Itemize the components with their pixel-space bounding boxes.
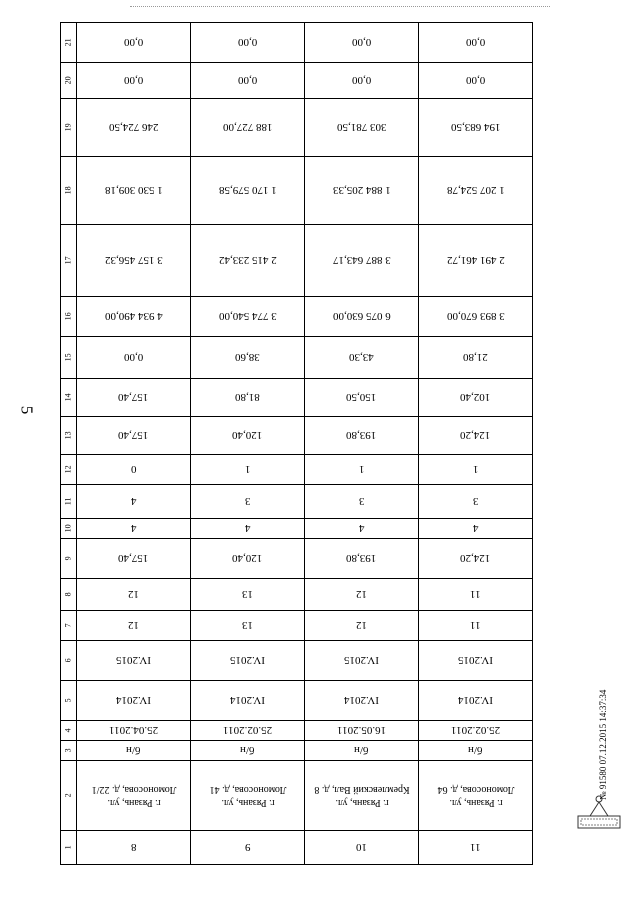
table-cell <box>77 417 191 455</box>
column-number <box>61 379 77 417</box>
register-table <box>60 22 533 865</box>
cell-value: 157,40 <box>118 391 149 404</box>
column-number <box>61 417 77 455</box>
cell-value: 13 <box>242 619 253 632</box>
column-number <box>61 611 77 641</box>
scan-artifact-line <box>130 6 550 13</box>
column-number <box>61 641 77 681</box>
cell-value: 0,00 <box>351 74 372 87</box>
cell-value: 1 170 579,58 <box>218 184 277 197</box>
column-number <box>61 539 77 579</box>
cell-value: 150,50 <box>346 391 377 404</box>
table-row <box>61 831 533 865</box>
cell-value: 16.05.2011 <box>336 724 387 737</box>
table-cell <box>191 63 305 99</box>
cell-value: 11 <box>470 619 481 632</box>
table-cell <box>305 297 419 337</box>
column-number <box>61 741 77 761</box>
table-cell <box>305 721 419 741</box>
cell-value: 12 <box>128 588 139 601</box>
cell-value: 2 491 461,72 <box>446 254 505 267</box>
column-number-label: 21 <box>63 38 73 47</box>
table-cell <box>305 681 419 721</box>
cell-value: IV.2015 <box>116 654 151 667</box>
cell-value: 11 <box>470 588 481 601</box>
cell-value: 12 <box>128 619 139 632</box>
column-number-label: 1 <box>63 845 73 850</box>
table-cell <box>77 99 191 157</box>
column-number-label: 9 <box>63 556 73 561</box>
cell-value: 3 774 540,00 <box>218 310 277 323</box>
table-cell <box>305 63 419 99</box>
cell-value: 4 934 490,00 <box>104 310 163 323</box>
table-cell <box>77 519 191 539</box>
table-cell <box>305 579 419 611</box>
table-row <box>61 455 533 485</box>
column-number-label: 20 <box>63 76 73 85</box>
table-cell <box>77 681 191 721</box>
column-number-label: 7 <box>63 623 73 628</box>
column-number <box>61 157 77 225</box>
table-cell <box>305 519 419 539</box>
column-number-label: 8 <box>63 592 73 597</box>
column-number <box>61 99 77 157</box>
table-cell <box>77 721 191 741</box>
cell-value: 3 <box>472 495 479 508</box>
column-number <box>61 519 77 539</box>
cell-value: 9 <box>244 841 251 854</box>
column-number-label: 2 <box>63 793 73 798</box>
cell-value: IV.2014 <box>344 694 379 707</box>
column-number-label: 16 <box>63 312 73 321</box>
page-number: 5 <box>17 405 37 415</box>
table-cell <box>419 641 533 681</box>
column-number-label: 3 <box>63 748 73 753</box>
table-cell <box>305 99 419 157</box>
table-cell <box>305 417 419 455</box>
table-cell <box>77 579 191 611</box>
cell-value: 157,40 <box>118 552 149 565</box>
cell-value: 25.02.2011 <box>450 724 501 737</box>
column-number <box>61 337 77 379</box>
cell-value: 38,60 <box>235 351 260 364</box>
cell-value: 11 <box>470 841 481 854</box>
table-cell <box>305 379 419 417</box>
table-cell <box>419 455 533 485</box>
table-row <box>61 23 533 63</box>
table-cell <box>77 23 191 63</box>
cell-value: 25.04.2011 <box>108 724 159 737</box>
table-cell <box>77 157 191 225</box>
cell-value: IV.2015 <box>458 654 493 667</box>
table-cell <box>305 761 419 831</box>
table-row <box>61 63 533 99</box>
cell-value: 4 <box>358 522 365 535</box>
table-cell <box>305 455 419 485</box>
table-cell <box>191 539 305 579</box>
table-cell <box>191 225 305 297</box>
cell-value: 0,00 <box>465 36 486 49</box>
column-number-label: 12 <box>63 465 73 474</box>
address-text: г. Рязань, ул. Ломоносова, д. 64 <box>437 784 514 808</box>
cell-value: 8 <box>130 841 137 854</box>
column-number-label: 11 <box>63 497 73 506</box>
column-number-label: 10 <box>63 524 73 533</box>
cell-value: 81,80 <box>235 391 260 404</box>
table-row <box>61 379 533 417</box>
cell-value: 0,00 <box>123 74 144 87</box>
table-cell <box>305 225 419 297</box>
table-cell <box>419 761 533 831</box>
cell-value: 2 415 233,42 <box>218 254 277 267</box>
table-cell <box>305 611 419 641</box>
table-cell <box>191 337 305 379</box>
cell-value: 4 <box>130 495 137 508</box>
table-cell <box>419 157 533 225</box>
table-cell <box>419 519 533 539</box>
cell-value: 1 <box>244 463 251 476</box>
table-cell <box>419 379 533 417</box>
table-cell <box>77 539 191 579</box>
column-number-label: 17 <box>63 256 73 265</box>
column-number <box>61 297 77 337</box>
column-number <box>61 579 77 611</box>
table-cell <box>305 831 419 865</box>
cell-value: 0,00 <box>465 74 486 87</box>
table-cell <box>419 23 533 63</box>
cell-value: 1 <box>358 463 365 476</box>
table-row <box>61 741 533 761</box>
column-number-label: 18 <box>63 186 73 195</box>
table-row <box>61 337 533 379</box>
cell-value: 10 <box>356 841 367 854</box>
table-cell <box>191 417 305 455</box>
cell-value: 120,40 <box>232 429 263 442</box>
cell-value: 13 <box>242 588 253 601</box>
table-cell <box>77 611 191 641</box>
cell-value: 3 <box>244 495 251 508</box>
address-text: г. Рязань, ул. Кремлевский Вал, д. 8 <box>313 784 410 808</box>
table-cell <box>191 741 305 761</box>
table-cell <box>191 831 305 865</box>
table-cell <box>419 225 533 297</box>
table-cell <box>305 337 419 379</box>
column-number <box>61 485 77 519</box>
table-cell <box>419 681 533 721</box>
table-cell <box>419 297 533 337</box>
column-number <box>61 225 77 297</box>
column-number-label: 19 <box>63 123 73 132</box>
table-cell <box>191 721 305 741</box>
table-row <box>61 539 533 579</box>
table-cell <box>191 379 305 417</box>
table-cell <box>305 741 419 761</box>
cell-value: 1 207 524,78 <box>446 184 505 197</box>
column-number <box>61 23 77 63</box>
cell-value: 4 <box>472 522 479 535</box>
cell-value: 124,20 <box>460 552 491 565</box>
table-cell <box>305 157 419 225</box>
cell-value: 3 887 643,17 <box>332 254 391 267</box>
cell-value: IV.2014 <box>230 694 265 707</box>
column-number-label: 15 <box>63 353 73 362</box>
cell-value: 4 <box>130 522 137 535</box>
cell-value: 0,00 <box>123 36 144 49</box>
table-row <box>61 225 533 297</box>
table-cell <box>191 99 305 157</box>
table-row <box>61 99 533 157</box>
cell-value: б/н <box>354 744 369 757</box>
table-row <box>61 681 533 721</box>
table-cell <box>419 99 533 157</box>
cell-value: 0,00 <box>237 36 258 49</box>
cell-value: IV.2014 <box>458 694 493 707</box>
table-row <box>61 761 533 831</box>
cell-value: 4 <box>244 522 251 535</box>
table-cell <box>419 485 533 519</box>
column-number-label: 6 <box>63 658 73 663</box>
cell-value: 120,40 <box>232 552 263 565</box>
table-cell <box>419 337 533 379</box>
cell-value: 12 <box>356 588 367 601</box>
cell-value: 21,80 <box>463 351 488 364</box>
table-row <box>61 641 533 681</box>
cell-value: б/н <box>126 744 141 757</box>
table-cell <box>419 741 533 761</box>
cell-value: 0 <box>130 463 137 476</box>
cell-value: IV.2015 <box>344 654 379 667</box>
cell-value: IV.2015 <box>230 654 265 667</box>
table-cell <box>191 761 305 831</box>
table-cell <box>77 485 191 519</box>
cell-value: IV.2014 <box>116 694 151 707</box>
table-cell <box>191 579 305 611</box>
table-cell <box>77 297 191 337</box>
table-cell <box>419 721 533 741</box>
table-row <box>61 721 533 741</box>
table-cell <box>77 761 191 831</box>
table-cell <box>191 519 305 539</box>
cell-value: 0,00 <box>237 74 258 87</box>
column-number <box>61 63 77 99</box>
cell-value: 102,40 <box>460 391 491 404</box>
table-cell <box>77 337 191 379</box>
cell-value: 193,80 <box>346 429 377 442</box>
table-row <box>61 417 533 455</box>
register-sheet <box>60 22 532 854</box>
table-cell <box>191 297 305 337</box>
cell-value: 1 884 205,33 <box>332 184 391 197</box>
table-cell <box>191 641 305 681</box>
table-cell <box>191 485 305 519</box>
cell-value: 43,30 <box>349 351 374 364</box>
column-number-label: 4 <box>63 728 73 733</box>
table-cell <box>305 485 419 519</box>
table-cell <box>191 681 305 721</box>
table-row <box>61 485 533 519</box>
table-row <box>61 611 533 641</box>
column-number <box>61 681 77 721</box>
table-row <box>61 157 533 225</box>
table-cell <box>419 417 533 455</box>
column-number-label: 5 <box>63 698 73 703</box>
column-number <box>61 761 77 831</box>
address-text: г. Рязань, ул. Ломоносова, д. 22/1 <box>91 784 176 808</box>
cell-value: 3 157 456,32 <box>104 254 163 267</box>
cell-value: 3 <box>358 495 365 508</box>
table-cell <box>419 831 533 865</box>
cell-value: б/н <box>240 744 255 757</box>
table-cell <box>77 455 191 485</box>
table-cell <box>77 225 191 297</box>
table-cell <box>305 641 419 681</box>
table-cell <box>191 611 305 641</box>
cell-value: 124,20 <box>460 429 491 442</box>
cell-value: 194 683,50 <box>450 121 501 134</box>
column-number-label: 14 <box>63 393 73 402</box>
column-number <box>61 721 77 741</box>
cell-value: 0,00 <box>123 351 144 364</box>
cell-value: 6 075 630,00 <box>332 310 391 323</box>
table-cell <box>77 831 191 865</box>
cell-value: 0,00 <box>351 36 372 49</box>
table-cell <box>191 455 305 485</box>
cell-value: 246 724,50 <box>108 121 159 134</box>
address-text: г. Рязань, ул. Ломоносова, д. 41 <box>209 784 286 808</box>
table-cell <box>77 741 191 761</box>
cell-value: 193,80 <box>346 552 377 565</box>
column-number <box>61 455 77 485</box>
cell-value: 3 893 670,00 <box>446 310 505 323</box>
table-cell <box>419 579 533 611</box>
registration-stamp: № 91580 07.12.2015 14:37:34 <box>598 689 608 800</box>
table-cell <box>77 379 191 417</box>
table-row <box>61 519 533 539</box>
cell-value: б/н <box>468 744 483 757</box>
table-cell <box>419 63 533 99</box>
cell-value: 157,40 <box>118 429 149 442</box>
table-cell <box>191 157 305 225</box>
table-cell <box>419 611 533 641</box>
cell-value: 1 <box>472 463 479 476</box>
table-cell <box>77 641 191 681</box>
table-cell <box>305 23 419 63</box>
cell-value: 188 727,00 <box>222 121 273 134</box>
table-cell <box>77 63 191 99</box>
table-cell <box>191 23 305 63</box>
column-number <box>61 831 77 865</box>
table-row <box>61 579 533 611</box>
cell-value: 1 530 309,18 <box>104 184 163 197</box>
cell-value: 12 <box>356 619 367 632</box>
column-number-label: 13 <box>63 431 73 440</box>
table-cell <box>305 539 419 579</box>
cell-value: 25.02.2011 <box>222 724 273 737</box>
table-row <box>61 297 533 337</box>
table-cell <box>419 539 533 579</box>
cell-value: 303 781,50 <box>336 121 387 134</box>
